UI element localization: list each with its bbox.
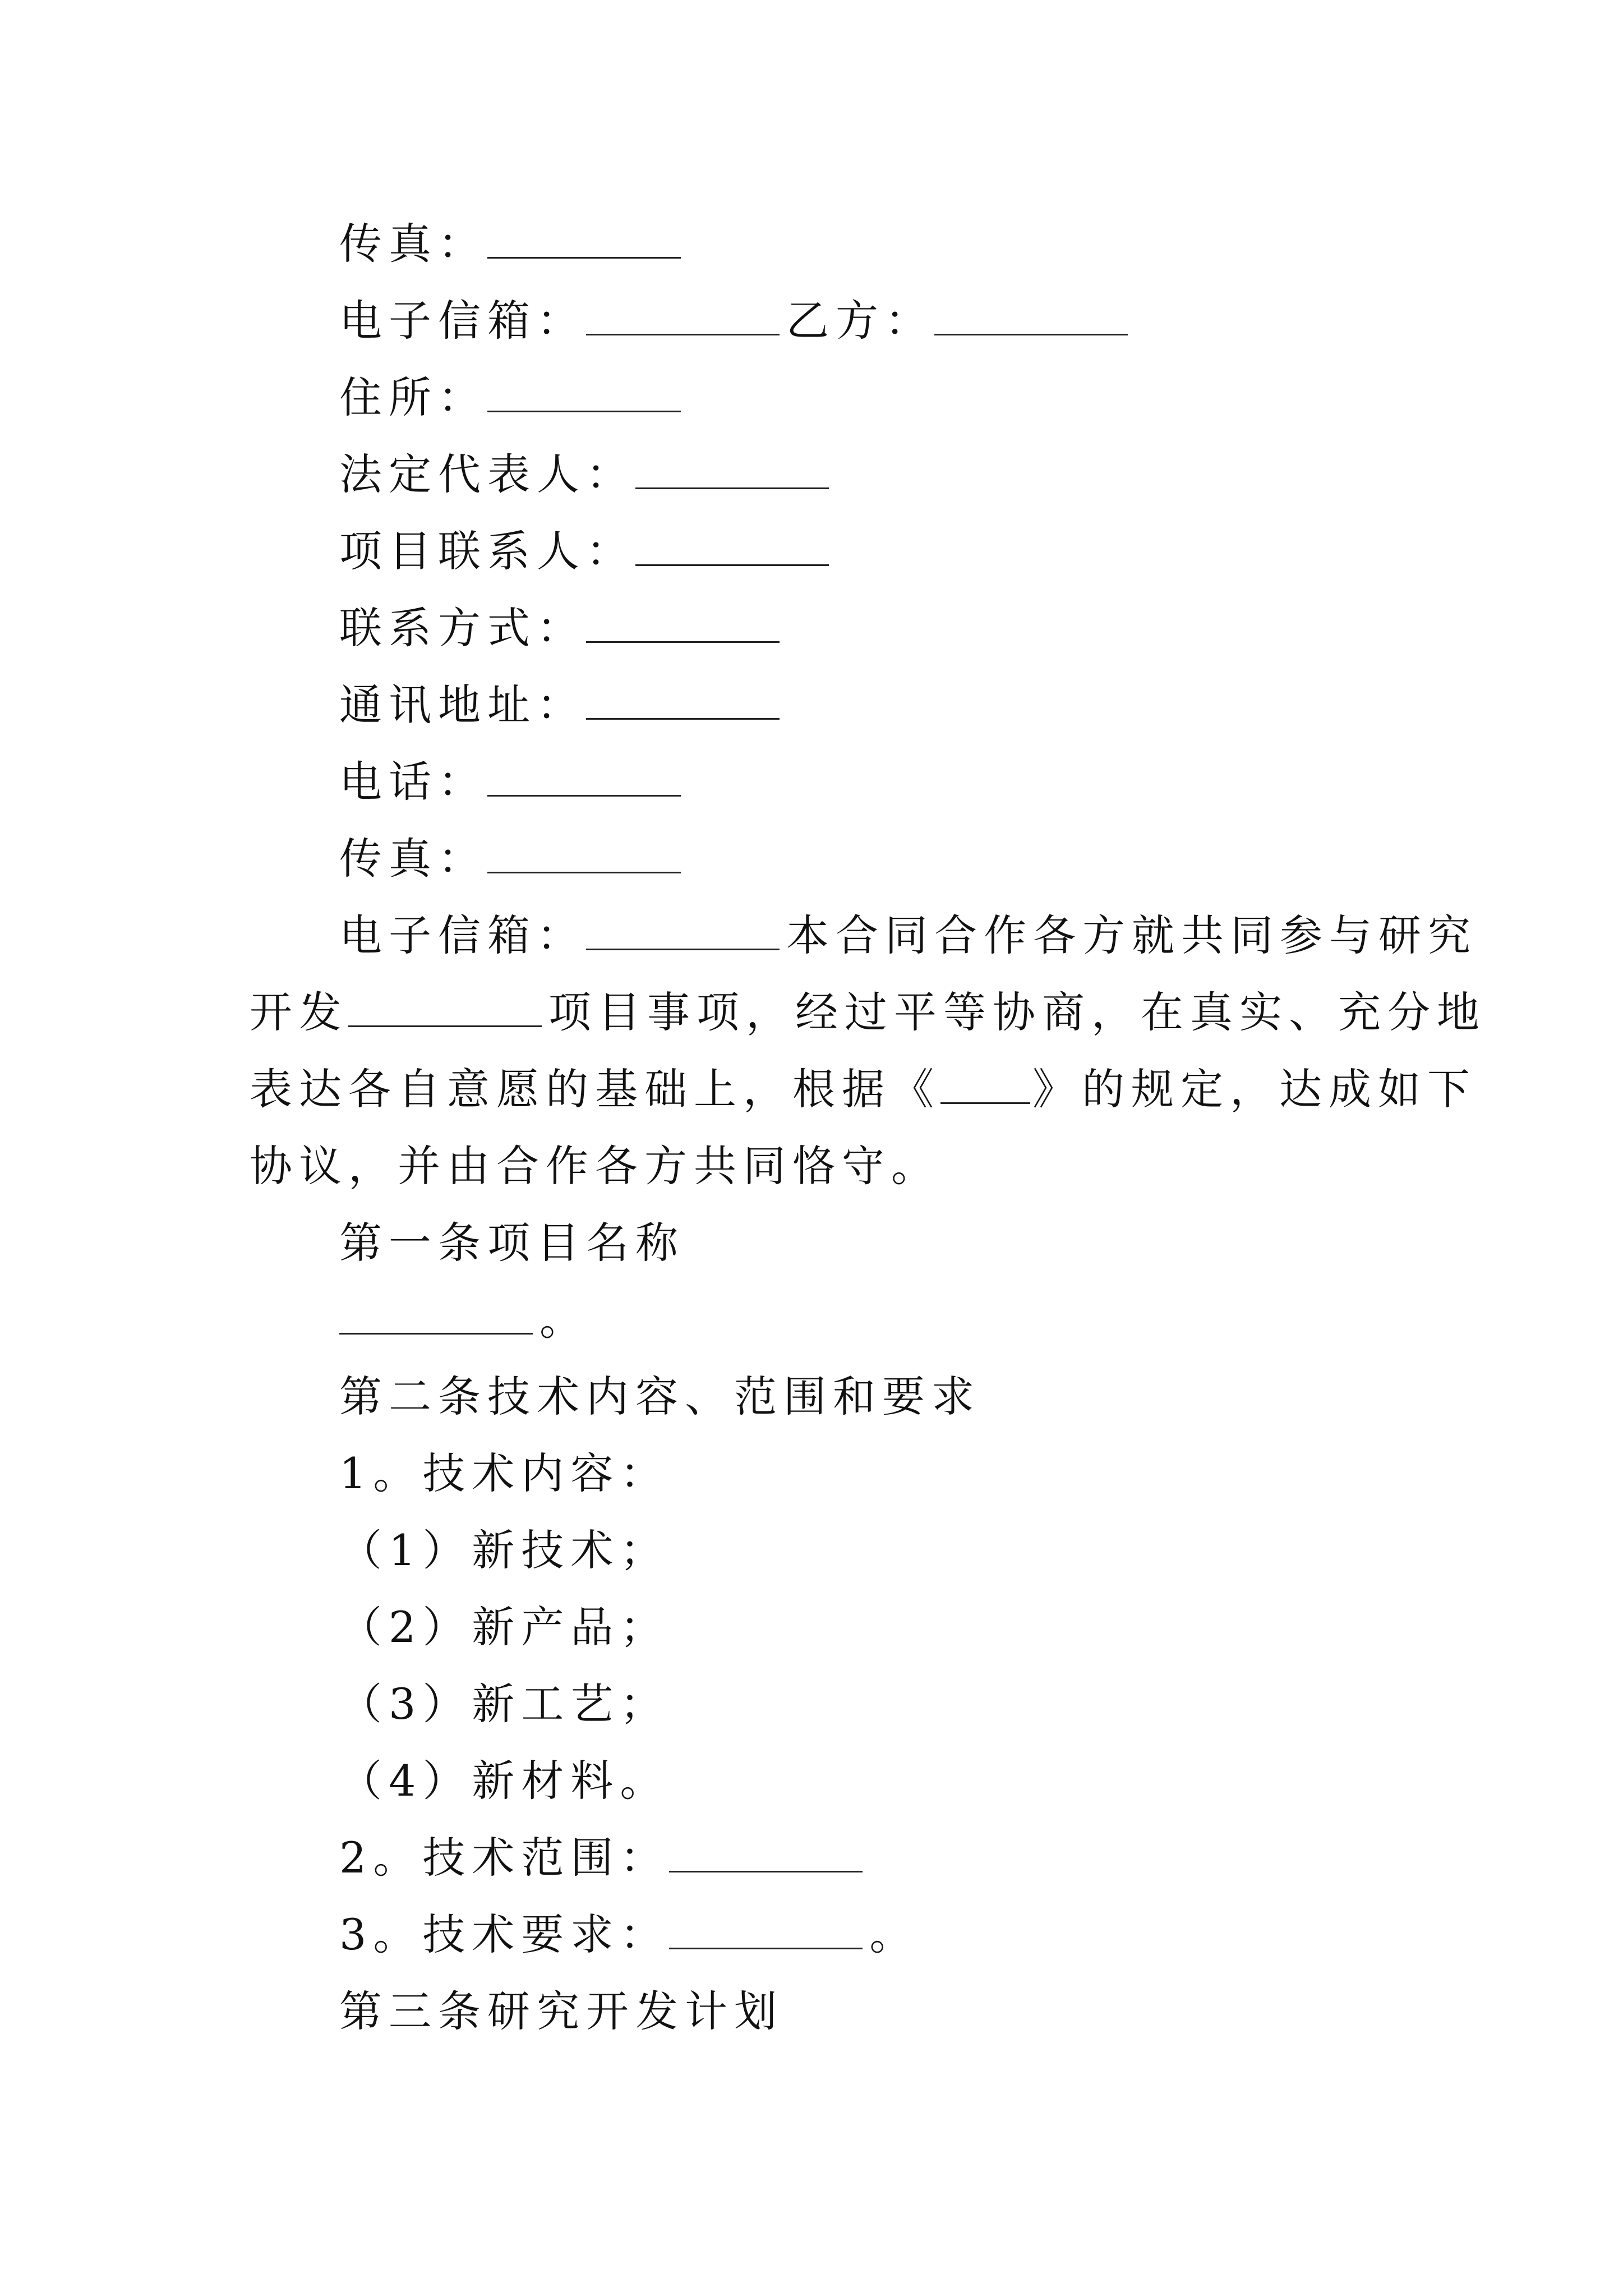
preamble-text-2: 开发 <box>250 987 348 1037</box>
project-contact-blank <box>635 531 829 566</box>
list-item <box>339 1599 669 1655</box>
tech-scope-label: 2。技术范围： <box>339 1833 670 1883</box>
tech-requirement-tail: 。 <box>869 1910 919 1959</box>
project-name-blank <box>339 1299 533 1335</box>
fax-line-b <box>339 831 688 887</box>
fax-label-b: 传真： <box>339 834 487 884</box>
address-label: 住所： <box>339 372 487 422</box>
law-blank <box>940 1069 1030 1104</box>
legal-rep-line <box>339 447 836 503</box>
party-b-blank <box>934 300 1128 335</box>
tech-scope-line <box>339 1830 869 1886</box>
contact-method-blank <box>586 608 780 643</box>
preamble-line-3 <box>250 1061 1477 1117</box>
project-contact-line <box>339 523 836 579</box>
fax-blank-b <box>487 838 681 873</box>
list-item-text: （4）新材料。 <box>339 1756 670 1806</box>
email-blank-b <box>586 915 780 950</box>
fax-label: 传真： <box>339 219 487 269</box>
preamble-text-3: 项目事项，经过平等协商，在真实、充分地 <box>548 987 1486 1037</box>
address-blank <box>487 377 681 412</box>
legal-rep-label: 法定代表人： <box>339 449 635 499</box>
fax-blank <box>487 223 681 259</box>
email-label: 电子信箱： <box>339 296 586 346</box>
party-b-label: 乙方： <box>786 296 934 346</box>
project-contact-label: 项目联系人： <box>339 526 635 576</box>
tech-requirement-label: 3。技术要求： <box>339 1910 670 1959</box>
list-item-text: （2）新产品； <box>339 1602 670 1652</box>
mailing-address-line <box>339 677 786 733</box>
article2-title <box>339 1369 981 1425</box>
email-blank <box>586 300 780 335</box>
legal-rep-blank <box>635 454 829 489</box>
phone-blank <box>487 761 681 797</box>
preamble-line-2 <box>250 984 1486 1041</box>
preamble-line-4 <box>250 1138 940 1194</box>
project-blank <box>348 992 542 1027</box>
contact-method-label: 联系方式： <box>339 603 586 653</box>
contact-method-line <box>339 600 786 656</box>
tech-content-label: 1。技术内容： <box>339 1448 670 1498</box>
preamble-line-1 <box>339 908 1477 964</box>
article3-title <box>339 1984 783 2040</box>
article1-title <box>339 1215 685 1271</box>
list-item-text: （1）新技术； <box>339 1525 670 1575</box>
fax-line-a <box>339 216 688 272</box>
tech-content-line <box>339 1446 669 1502</box>
tech-scope-blank <box>669 1837 863 1872</box>
article3-title-text: 第三条研究开发计划 <box>339 1986 783 2036</box>
preamble-text-5: 》的规定，达成如下 <box>1032 1064 1477 1114</box>
article1-tail: 。 <box>540 1295 589 1345</box>
tech-requirement-line <box>339 1907 919 1963</box>
tech-requirement-blank <box>669 1914 863 1949</box>
list-item <box>339 1676 669 1732</box>
preamble-text-4: 表达各自意愿的基础上，根据《 <box>250 1064 940 1114</box>
phone-label: 电话： <box>339 757 487 807</box>
mailing-address-label: 通讯地址： <box>339 680 586 730</box>
email-label-b: 电子信箱： <box>339 910 586 960</box>
article2-title-text: 第二条技术内容、范围和要求 <box>339 1372 981 1421</box>
article1-name-line <box>339 1292 589 1348</box>
list-item <box>339 1753 669 1809</box>
preamble-text-1: 本合同合作各方就共同参与研究 <box>786 910 1477 960</box>
list-item <box>339 1522 669 1579</box>
list-item-text: （3）新工艺； <box>339 1679 670 1729</box>
phone-line <box>339 754 688 810</box>
email-and-party-b-line <box>339 293 1135 349</box>
preamble-text-6: 协议，并由合作各方共同恪守。 <box>250 1141 940 1191</box>
mailing-address-blank <box>586 684 780 720</box>
address-line <box>339 370 688 426</box>
article1-title-text: 第一条项目名称 <box>339 1218 685 1268</box>
